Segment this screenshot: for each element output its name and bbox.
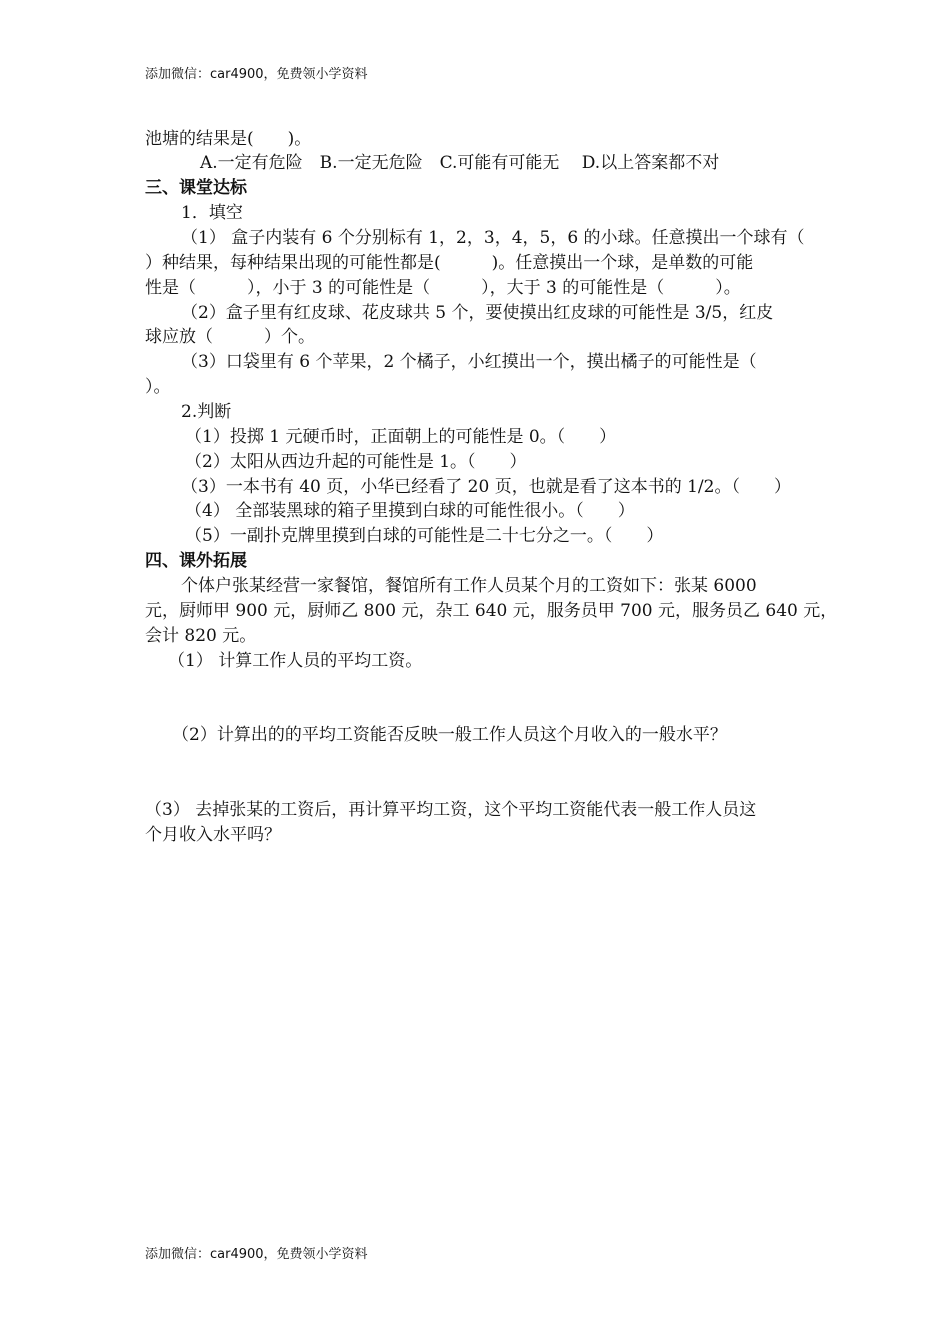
- question-1-2-cont: 球应放（ ）个。: [145, 327, 315, 347]
- judge-item-4: （4） 全部装黑球的箱子里摸到白球的可能性很小。（ ）: [185, 501, 635, 521]
- choice-options: A.一定有危险 B.一定无危险 C.可能有可能无 D.以上答案都不对: [200, 153, 720, 173]
- subsection-fill-blank: 1．填空: [181, 203, 243, 223]
- text-line: 池塘的结果是( )。: [145, 129, 312, 149]
- extension-question-3: （3） 去掉张某的工资后，再计算平均工资，这个平均工资能代表一般工作人员这: [145, 800, 757, 820]
- paragraph-salary: 个体户张某经营一家餐馆，餐馆所有工作人员某个月的工资如下：张某 6000: [181, 576, 757, 596]
- question-1-2: （2）盒子里有红皮球、花皮球共 5 个，要使摸出红皮球的可能性是 3/5，红皮: [181, 303, 774, 323]
- question-1-3-cont: ）。: [145, 377, 171, 397]
- judge-item-5: （5）一副扑克牌里摸到白球的可能性是二十七分之一。（ ）: [185, 526, 664, 546]
- paragraph-salary-cont: 会计 820 元。: [145, 626, 257, 646]
- page-header: 添加微信：car4900，免费领小学资料: [145, 67, 368, 82]
- extension-question-2: （2）计算出的的平均工资能否反映一般工作人员这个月收入的一般水平？: [172, 725, 727, 745]
- extension-question-1: （1） 计算工作人员的平均工资。: [168, 651, 423, 671]
- question-1-1-cont: 性是（ ），小于 3 的可能性是（ ），大于 3 的可能性是（ ）。: [145, 278, 741, 298]
- question-1-1: （1） 盒子内装有 6 个分别标有 1，2，3，4，5，6 的小球。任意摸出一个球有（: [181, 228, 805, 248]
- judge-item-1: （1）投掷 1 元硬币时，正面朝上的可能性是 0。（ ）: [185, 427, 617, 447]
- page-footer: 添加微信：car4900，免费领小学资料: [145, 1247, 368, 1262]
- section-heading-3: 三、课堂达标: [145, 178, 247, 198]
- paragraph-salary-cont: 元，厨师甲 900 元，厨师乙 800 元，杂工 640 元，服务员甲 700 元，服务员乙 640 元，: [145, 601, 838, 621]
- extension-question-3-cont: 个月收入水平吗？: [145, 825, 281, 845]
- section-heading-4: 四、课外拓展: [145, 551, 247, 571]
- subsection-judge: 2.判断: [181, 402, 232, 422]
- judge-item-3: （3）一本书有 40 页，小华已经看了 20 页，也就是看了这本书的 1/2。（ ）: [181, 477, 791, 497]
- judge-item-2: （2）太阳从西边升起的可能性是 1。（ ）: [185, 452, 527, 472]
- question-1-3: （3）口袋里有 6 个苹果，2 个橘子，小红摸出一个，摸出橘子的可能性是（: [181, 352, 757, 372]
- question-1-1-cont: ）种结果，每种结果出现的可能性都是( )。任意摸出一个球，是单数的可能: [145, 253, 754, 273]
